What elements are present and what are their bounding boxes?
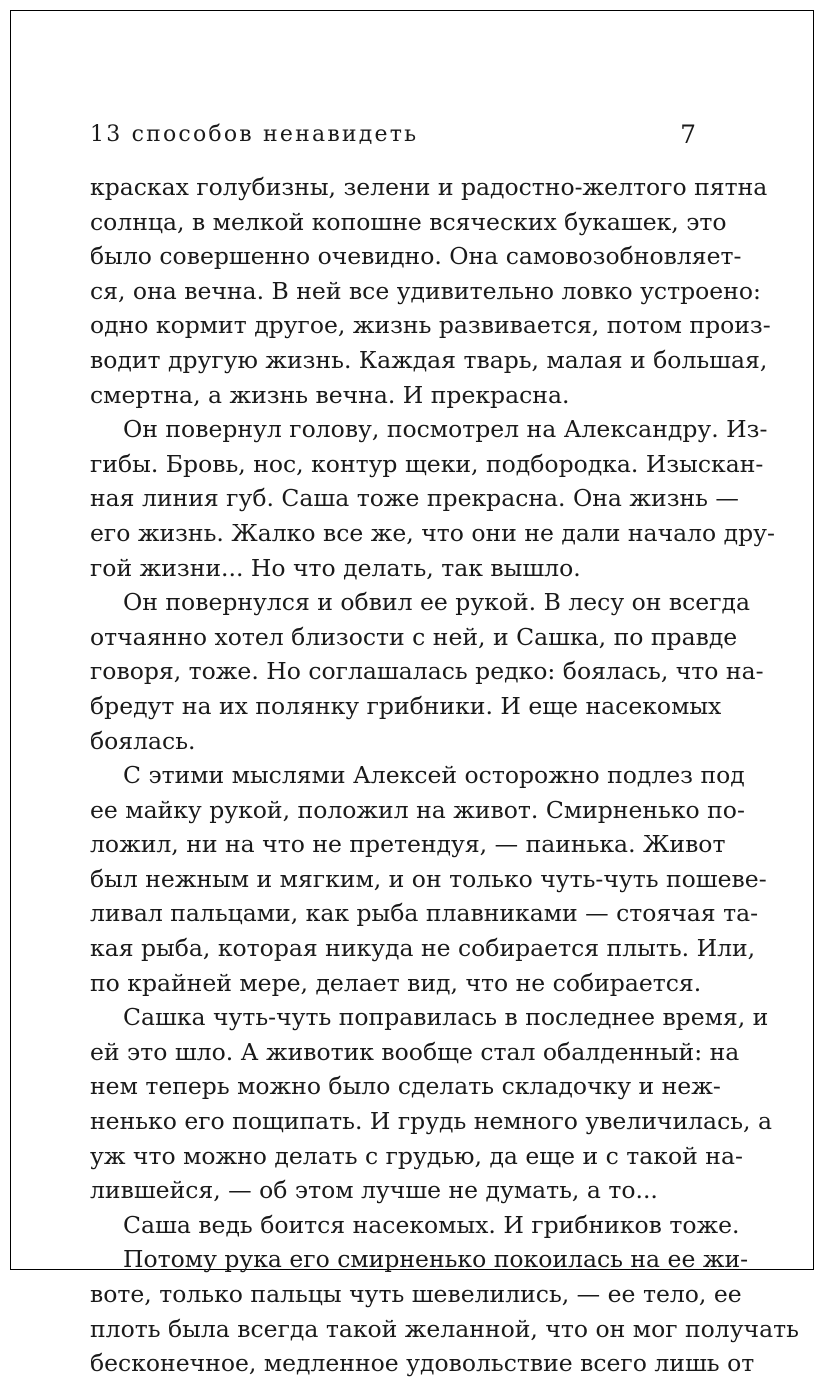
text-line: нем теперь можно было сделать складочку и неж- xyxy=(90,1072,721,1101)
paragraph-1 xyxy=(90,170,771,412)
page-number: 7 xyxy=(680,120,696,149)
text-line: красках голубизны, зелени и радостно-желтого пятна xyxy=(90,173,768,201)
text-line: был нежным и мягким, и он только чуть-чуть пошеве- xyxy=(90,864,767,893)
paragraph-4 xyxy=(90,758,767,1000)
text-line: по крайней мере, делает вид, что не собирается. xyxy=(90,968,702,997)
text-line: солнца, в мелкой копошне всяческих букашек, это xyxy=(90,207,727,236)
paragraph-5 xyxy=(90,1000,772,1208)
running-title: 13 способов ненавидеть xyxy=(90,122,419,147)
text-line: Сашка чуть-чуть поправилась в последнее время, и xyxy=(123,1003,769,1032)
paragraph-2 xyxy=(90,412,775,585)
text-line: его жизнь. Жалко все же, что они не дали начало дру- xyxy=(90,518,775,547)
text-line: ная линия губ. Саша тоже прекрасна. Она жизнь — xyxy=(90,484,739,513)
text-line: ненько его пощипать. И грудь немного увеличилась, а xyxy=(90,1107,772,1136)
text-line: одно кормит другое, жизнь развивается, потом произ- xyxy=(90,311,771,340)
text-line: ее майку рукой, положил на живот. Смирненько по- xyxy=(90,795,745,824)
text-line: воте, только пальцы чуть шевелились, — ее тело, ее xyxy=(90,1280,742,1308)
text-line: кая рыба, которая никуда не собирается плыть. Или, xyxy=(90,934,756,963)
text-line: Саша ведь боится насекомых. И грибников тоже. xyxy=(123,1210,740,1239)
text-line: говоря, тоже. Но соглашалась редко: боялась, что на- xyxy=(90,657,764,686)
text-line: ей это шло. А животик вообще стал обалденный: на xyxy=(90,1037,740,1066)
text-line: лившейся, — об этом лучше не думать, а то... xyxy=(90,1176,658,1205)
text-line: уж что можно делать с грудью, да еще и с такой на- xyxy=(90,1141,743,1170)
text-line: ся, она вечна. В ней все удивительно ловко устроено: xyxy=(90,276,761,305)
text-line: С этими мыслями Алексей осторожно подлез под xyxy=(123,761,745,790)
text-line: бесконечное, медленное удовольствие всего лишь от xyxy=(90,1349,755,1378)
text-line: Потому рука его смирненько покоилась на ее жи- xyxy=(123,1245,749,1274)
text-line: гибы. Бровь, нос, контур щеки, подбородка. Изыскан- xyxy=(90,449,764,478)
text-line: водит другую жизнь. Каждая тварь, малая и большая, xyxy=(90,345,768,374)
text-line: Он повернул голову, посмотрел на Александру. Из- xyxy=(123,415,768,444)
paragraph-6 xyxy=(90,1208,740,1243)
body-text xyxy=(90,170,799,1381)
text-line: смертна, а жизнь вечна. И прекрасна. xyxy=(90,380,570,409)
text-line: боялась. xyxy=(90,726,196,755)
running-head xyxy=(90,120,696,154)
text-line: ложил, ни на что не претендуя, — паинька. Живот xyxy=(90,830,726,859)
paragraph-7 xyxy=(90,1242,799,1380)
text-line: бредут на их полянку грибники. И еще насекомых xyxy=(90,691,722,720)
text-line: ливал пальцами, как рыба плавниками — стоячая та- xyxy=(90,899,759,928)
text-line: было совершенно очевидно. Она самовозобновляет- xyxy=(90,242,742,271)
paragraph-3 xyxy=(90,585,764,758)
text-line: гой жизни... Но что делать, так вышло. xyxy=(90,553,581,582)
text-line: отчаянно хотел близости с ней, и Сашка, по правде xyxy=(90,622,738,651)
text-line: Он повернулся и обвил ее рукой. В лесу он всегда xyxy=(123,588,750,617)
text-line: плоть была всегда такой желанной, что он мог получать xyxy=(90,1314,799,1343)
